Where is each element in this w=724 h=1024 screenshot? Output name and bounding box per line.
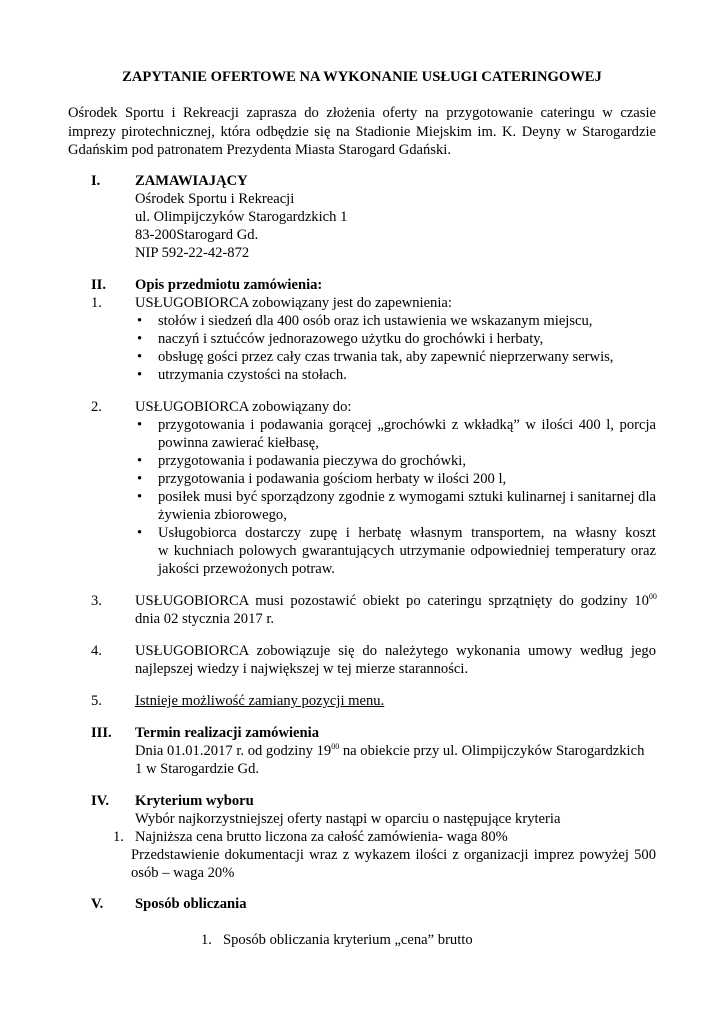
bullet-icon: • [137, 453, 143, 469]
item-2-bullet-5-line-3: jakości przewożonych potraw. [158, 561, 335, 577]
bullet-icon: • [137, 331, 143, 347]
item-3-line-1-text: USŁUGOBIORCA musi pozostawić obiekt po cateringu sprzątnięty do godziny 10 [135, 593, 649, 609]
criterion-2-line-2: osób – waga 20% [131, 865, 235, 881]
criterion-1-text: Najniższa cena brutto liczona za całość zamówienia- waga 80% [135, 829, 508, 845]
orderer-name: Ośrodek Sportu i Rekreacji [135, 191, 295, 207]
section-1-number: I. [91, 173, 101, 189]
section-5-number: V. [91, 896, 104, 912]
item-5-number: 5. [91, 693, 102, 709]
orderer-street: ul. Olimpijczyków Starogardzkich 1 [135, 209, 348, 225]
item-2-bullet-1-line-2: powinna zawierać kiełbasę, [158, 435, 319, 451]
section-4-heading: Kryterium wyboru [135, 793, 254, 809]
item-5-text: Istnieje możliwość zamiany pozycji menu. [135, 693, 385, 709]
item-2-bullet-5-line-2: w kuchniach polowych gwarantujących utrzymanie odpowiedniej temperatury oraz [158, 543, 656, 559]
section-3-line-1-end: na obiekcie przy ul. Olimpijczyków Starogardzkich [339, 743, 645, 759]
intro-line-3: Gdańskim pod patronatem Prezydenta Miasta Starogard Gdański. [68, 142, 451, 158]
item-2-number: 2. [91, 399, 102, 415]
item-4-line-2: najlepszej wiedzy i największej w tej mierze staranności. [135, 661, 469, 677]
bullet-icon: • [137, 489, 143, 505]
item-1-bullet-2: naczyń i sztućców jednorazowego użytku do grochówki i herbaty, [158, 331, 544, 347]
item-3-time-superscript: 00 [648, 592, 657, 601]
section-5-sub-number: 1. [201, 932, 212, 948]
section-4-intro: Wybór najkorzystniejszej oferty nastąpi w oparciu o następujące kryteria [135, 811, 561, 827]
bullet-icon: • [137, 525, 143, 541]
item-2-text: USŁUGOBIORCA zobowiązany do: [135, 399, 352, 415]
section-1-heading: ZAMAWIAJĄCY [135, 173, 248, 189]
bullet-icon: • [137, 367, 143, 383]
section-5-sub-text: Sposób obliczania kryterium „cena” brutto [223, 932, 473, 948]
item-2-bullet-1-line-1: przygotowania i podawania gorącej „grochówki z wkładką” w ilości 400 l, porcja [158, 417, 656, 433]
item-1-bullet-1: stołów i siedzeń dla 400 osób oraz ich ustawienia we wskazanym miejscu, [158, 313, 593, 329]
item-2-bullet-2: przygotowania i podawania pieczywa do grochówki, [158, 453, 466, 469]
item-1-number: 1. [91, 295, 102, 311]
section-2-heading: Opis przedmiotu zamówienia: [135, 277, 323, 293]
section-3-line-1-start: Dnia 01.01.2017 r. od godziny 19 [135, 743, 332, 759]
bullet-icon: • [137, 349, 143, 365]
item-1-text: USŁUGOBIORCA zobowiązany jest do zapewnienia: [135, 295, 452, 311]
document-title: ZAPYTANIE OFERTOWE NA WYKONANIE USŁUGI CATERINGOWEJ [122, 69, 602, 85]
item-4-number: 4. [91, 643, 102, 659]
intro-line-2: imprezy pirotechnicznej, która odbędzie się na Stadionie Miejskim im. K. Deyny w Starogardzie [68, 124, 656, 140]
item-1-bullet-3: obsługę gości przez cały czas trwania tak, aby zapewnić nieprzerwany serwis, [158, 349, 614, 365]
item-1-bullet-4: utrzymania czystości na stołach. [158, 367, 347, 383]
section-3-time-superscript: 00 [331, 742, 340, 751]
item-3-number: 3. [91, 593, 102, 609]
section-4-number: IV. [91, 793, 109, 809]
criterion-2-line-1: Przedstawienie dokumentacji wraz z wykazem ilości z organizacji imprez powyżej 500 [131, 847, 656, 863]
item-4-line-1: USŁUGOBIORCA zobowiązuje się do należytego wykonania umowy według jego [135, 643, 656, 659]
item-2-bullet-5-line-1: Usługobiorca dostarczy zupę i herbatę własnym transportem, na własny koszt [158, 525, 656, 541]
intro-line-1: Ośrodek Sportu i Rekreacji zaprasza do złożenia oferty na przygotowanie cateringu w czasie [68, 105, 656, 121]
item-2-bullet-4-line-2: żywienia zbiorowego, [158, 507, 287, 523]
section-2-number: II. [91, 277, 107, 293]
item-2-bullet-3: przygotowania i podawania gościom herbaty w ilości 200 l, [158, 471, 507, 487]
item-3-line-1 [135, 592, 657, 610]
section-3-number: III. [91, 725, 112, 741]
bullet-icon: • [137, 313, 143, 329]
section-3-line-2: 1 w Starogardzie Gd. [135, 761, 260, 777]
orderer-city: 83-200Starogard Gd. [135, 227, 259, 243]
section-3-line-1 [135, 742, 644, 760]
section-3-heading: Termin realizacji zamówienia [135, 725, 320, 741]
bullet-icon: • [137, 471, 143, 487]
item-2-bullet-4-line-1: posiłek musi być sporządzony zgodnie z wymogami sztuki kulinarnej i sanitarnej dla [158, 489, 656, 505]
item-3-line-2: dnia 02 stycznia 2017 r. [135, 611, 275, 627]
orderer-nip: NIP 592-22-42-872 [135, 245, 250, 261]
criterion-1-number: 1. [113, 829, 124, 845]
bullet-icon: • [137, 417, 143, 433]
section-5-heading: Sposób obliczania [135, 896, 247, 912]
